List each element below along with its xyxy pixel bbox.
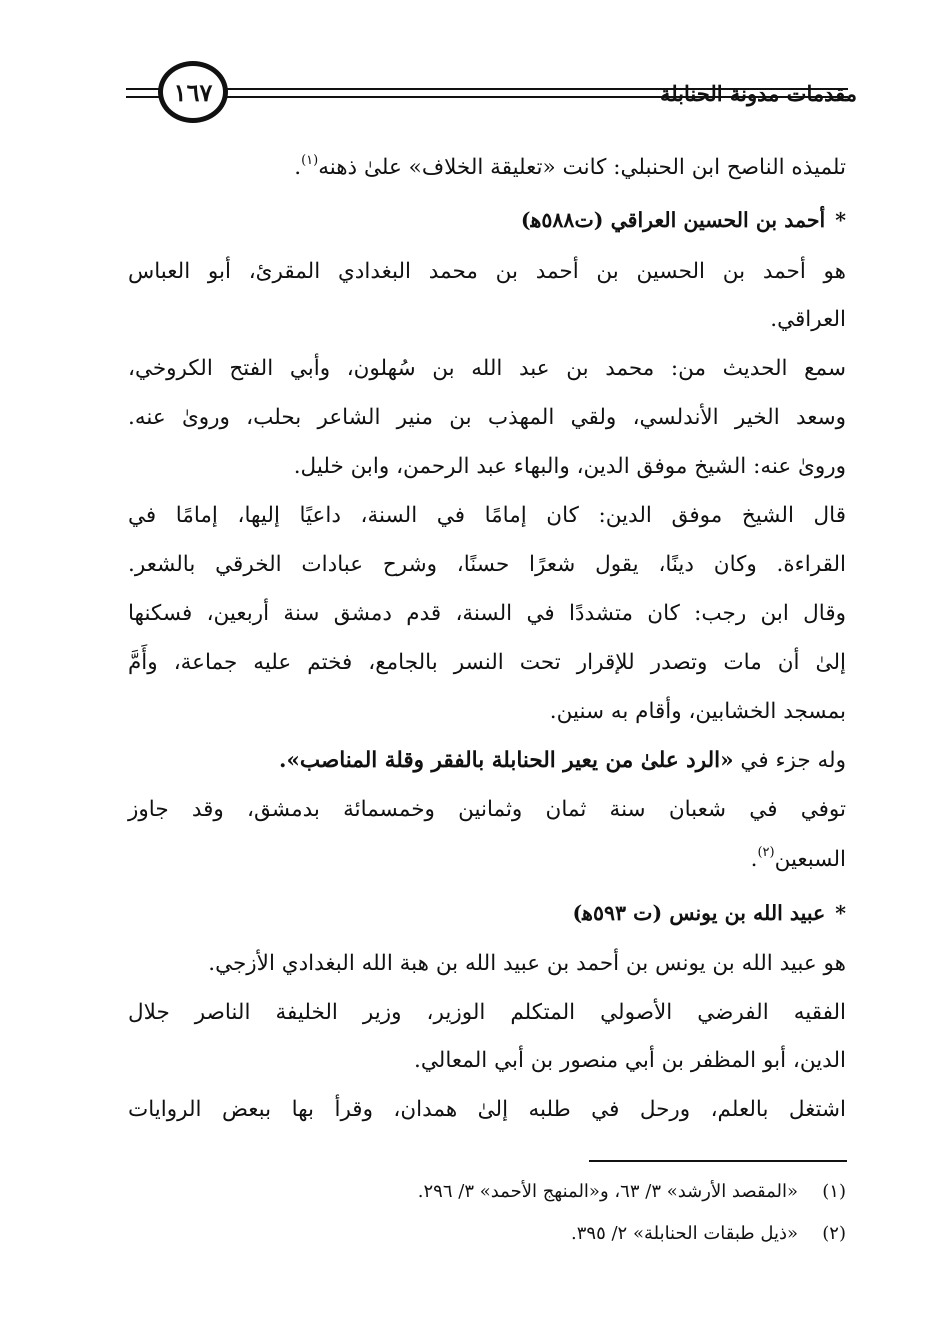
entry-heading-ahmad [521,205,846,235]
header-rule-middle-top [226,88,608,90]
text-line-3: هو أحمد بن الحسين بن أحمد بن محمد البغدادي المقرئ، أبو العباس [128,259,846,284]
entry-heading-ubaydallah [572,898,846,928]
text-line-18: الفقيه الفرضي الأصولي المتكلم الوزير، وزير الخليفة الناصر جلال [128,1000,846,1025]
footnote-ref-1: (١) [301,153,319,168]
text-line-15-end: . [750,847,758,873]
text-line-8: قال الشيخ موفق الدين: كان إمامًا في السنة، داعيًا إليها، إمامًا في [128,503,846,528]
entry-heading-ubaydallah-text: عبيد الله بن يونس (ت ٥٩٣ﻫ) [572,901,826,925]
text-line-15 [750,840,846,873]
header-rule-left-bottom [126,96,160,98]
text-line-13-lead: وله جزء في [740,748,846,773]
text-line-15-main: السبعين [774,847,846,873]
text-line-20: اشتغل بالعلم، ورحل في طلبه إلىٰ همدان، وقرأ بها ببعض الروايات [128,1097,846,1122]
text-line-1 [294,148,846,181]
text-line-17: هو عبيد الله بن يونس بن أحمد بن عبيد الله بن هبة الله البغدادي الأزجي. [208,951,846,976]
page-number-oval [158,61,228,123]
text-line-9: القراءة. وكان دينًا، يقول شعرًا حسنًا، وشرح عبادات الخرقي بالشعر. [128,552,846,577]
footnote-ref-2: (٢) [757,845,775,860]
footnote-1-text: «المقصد الأرشد» ٣/ ٦٣، و«المنهج الأحمد» ٣/ ٢٩٦. [417,1181,798,1202]
text-line-1-main: تلميذه الناصح ابن الحنبلي: كانت «تعليقة الخلاف» علىٰ ذهنه [318,155,846,181]
text-line-1-end: . [294,155,302,181]
text-line-14: توفي في شعبان سنة ثمان وثمانين وخمسمائة بدمشق، وقد جاوز [128,797,846,822]
footnote-2-number: (٢) [822,1223,846,1244]
asterisk-bullet-icon: * [835,901,846,925]
text-line-4: العراقي. [770,307,846,332]
text-line-5: سمع الحديث من: محمد بن عبد الله بن سُهلون، وأبي الفتح الكروخي، [128,356,846,381]
footnote-1 [418,1180,846,1204]
text-line-7: وروىٰ عنه: الشيخ موفق الدين، والبهاء عبد الرحمن، وابن خليل. [293,454,846,479]
header-rule-middle-bottom [226,96,608,98]
entry-heading-ahmad-text: أحمد بن الحسين العراقي (ت٥٨٨ﻫ) [520,208,826,232]
footnote-1-number: (١) [822,1181,846,1202]
text-line-11: إلىٰ أن مات وتصدر للإقرار تحت النسر بالجامع، فختم عليه جماعة، وأَمَّ [128,650,846,675]
text-line-12: بمسجد الخشابين، وأقام به سنين. [549,699,846,724]
text-line-10: وقال ابن رجب: كان متشددًا في السنة، قدم دمشق سنة أربعين، فسكنها [128,601,846,626]
asterisk-bullet-icon: * [835,208,846,232]
book-title-radd: «الرد علىٰ من يعير الحنابلة بالفقر وقلة المناصب». [278,748,734,773]
footnote-separator [589,1160,847,1162]
text-line-19: الدين، أبو المظفر بن أبي منصور بن أبي المعالي. [414,1048,846,1073]
running-title: مقدمات مدونة الحنابلة [659,81,857,106]
footnote-2-text: «ذيل طبقات الحنابلة» ٢/ ٣٩٥. [571,1223,798,1244]
text-line-6: وسعد الخير الأندلسي، ولقي المهذب بن منير الشاعر بحلب، وروىٰ عنه. [128,405,846,430]
text-line-13 [279,746,846,776]
header-rule-left-top [126,88,160,90]
footnote-2 [571,1222,846,1246]
page-number: ١٦٧ [173,77,213,107]
